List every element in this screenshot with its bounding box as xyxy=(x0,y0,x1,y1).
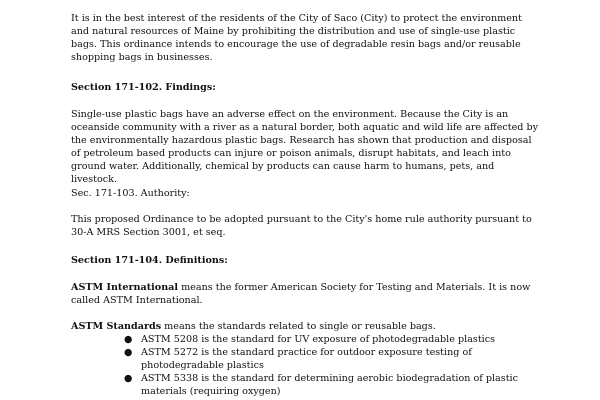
definition-astm-standards xyxy=(71,320,541,333)
authority-heading: Sec. 171-103. Authority: xyxy=(71,188,190,199)
list-item-text: ASTM 5208 is the standard for UV exposure of photodegradable plastics xyxy=(141,334,496,345)
definition-text: means the former American Society for Testing and Materials. It is now called ASTM International. xyxy=(71,282,531,306)
astm-standards-list xyxy=(71,333,541,398)
findings-heading: Section 171-102. Findings: xyxy=(71,82,216,93)
intro-paragraph: It is in the best interest of the residents of the City of Saco (City) to protect the environment and natural resources of Maine by prohibiting the distribution and use of single-use plastic bags. This ordinance intends to encourage the use of degradable resin bags and/or reusable shopping bags in businesses. xyxy=(71,13,522,63)
list-item xyxy=(71,372,541,398)
list-item xyxy=(71,333,541,346)
definition-term: ASTM Standards xyxy=(71,321,162,332)
authority-paragraph: This proposed Ordinance to be adopted pursuant to the City's home rule authority pursuant to 30-A MRS Section 3001, et seq. xyxy=(71,214,532,238)
bullet-icon: ● xyxy=(124,373,133,384)
list-item xyxy=(71,346,541,372)
definition-astm-international xyxy=(71,281,541,307)
findings-paragraph: Single-use plastic bags have an adverse effect on the environment. Because the City is an oceanside community with a river as a natural border, both aquatic and wild life are affected by the environmentally hazardous plastic bags. Research has shown that production and disposal of petroleum based products can injure or poison animals, disrupt habitats, and leach into ground water. Additionally, chemical by products can cause harm to humans, pets, and livestock. xyxy=(71,109,539,185)
definitions-heading: Section 171-104. Definitions: xyxy=(71,255,228,266)
list-item-text: ASTM 5272 is the standard practice for outdoor exposure testing of photodegradable plastics xyxy=(141,347,472,371)
bullet-icon: ● xyxy=(124,347,133,358)
bullet-icon: ● xyxy=(124,334,133,345)
list-item-text: ASTM 5338 is the standard for determining aerobic biodegradation of plastic materials (requiring oxygen) xyxy=(141,373,518,397)
definition-text: means the standards related to single or reusable bags. xyxy=(161,321,436,332)
definition-term: ASTM International xyxy=(71,282,179,293)
